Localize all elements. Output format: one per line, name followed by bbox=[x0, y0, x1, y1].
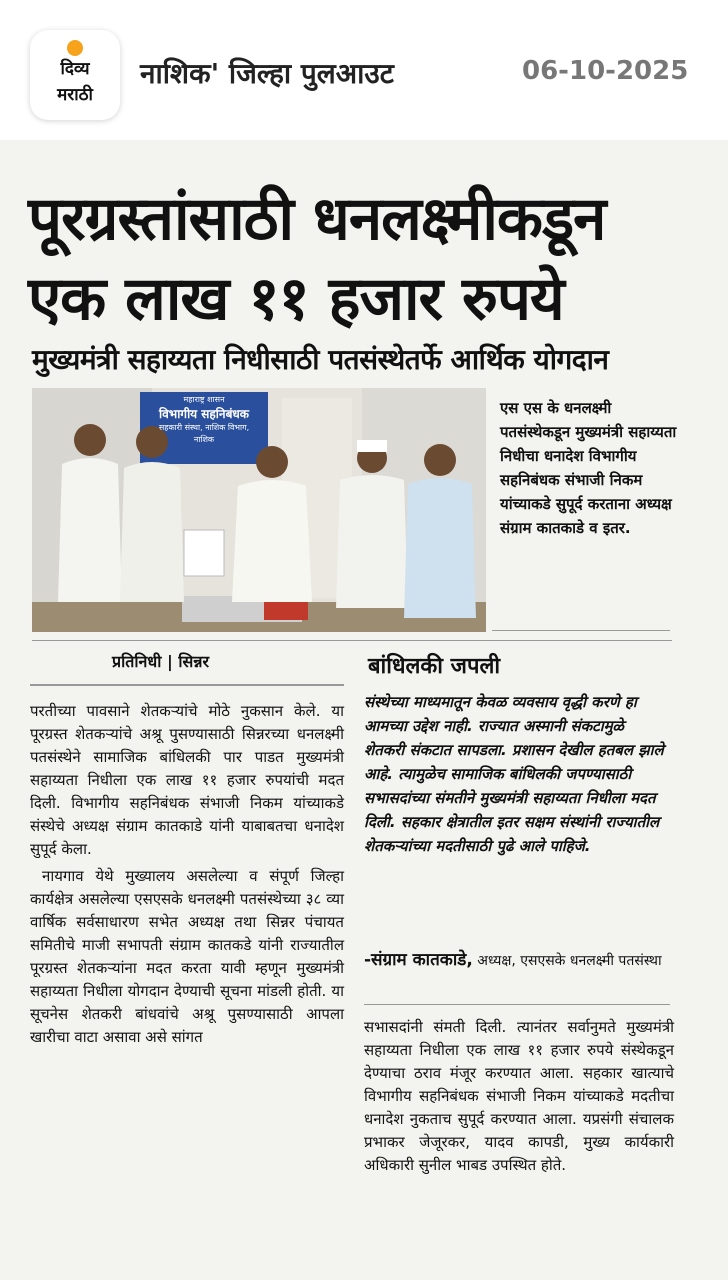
caption-divider bbox=[492, 630, 670, 631]
article-left-column bbox=[30, 700, 344, 1053]
sidebar-box-heading: बांधिलकी जपली bbox=[368, 654, 501, 679]
quote-signature bbox=[364, 948, 664, 973]
sun-icon bbox=[67, 40, 83, 56]
news-photo bbox=[32, 388, 486, 632]
sidebar-quote: संस्थेच्या माध्यमातून केवळ व्यवसाय वृद्धी करणे हा आमच्या उद्देश नाही. राज्यात अस्मानी संकटामुळे शेतकरी संकटात सापडला. प्रशासन देखील हतबल झाले आहे. त्यामुळेच सामाजिक बांधिलकी जपण्यासाठी सभासदांच्या संमतीने मुख्यमंत्री सहाय्यता निधीला मदत दिली. सहकार क्षेत्रातील इतर सक्षम संस्थांनी राज्यातील शेतकऱ्यांच्या मदतीसाठी पुढे आले पाहिजे. bbox=[364, 693, 664, 855]
photo-bottom-rule bbox=[32, 640, 672, 641]
photo-sign-text bbox=[142, 394, 266, 446]
photo-sign-line-2: विभागीय सहनिबंधक bbox=[158, 407, 250, 421]
edition-date: 06-10-2025 bbox=[522, 56, 689, 86]
photo-sign-line-1: महाराष्ट्र शासन bbox=[183, 395, 225, 404]
divya-marathi-logo[interactable] bbox=[30, 30, 120, 120]
logo-line-1: दिव्य bbox=[60, 59, 90, 79]
quote-author-role: अध्यक्ष, एसएसके धनलक्ष्मी पतसंस्था bbox=[477, 953, 662, 969]
photo-sign-line-3: सहकारी संस्था, नाशिक विभाग, bbox=[158, 423, 250, 432]
byline-underline bbox=[30, 684, 344, 686]
logo-line-2: मराठी bbox=[57, 85, 93, 105]
article-paragraph-1: परतीच्या पावसाने शेतकऱ्यांचे मोठे नुकसान केले. या पूरग्रस्त शेतकऱ्यांचे अश्रू पुसण्यासाठी सिन्नरच्या धनलक्ष्मी पतसंस्थेने सामाजिक बांधिलकी पार पाडत मुख्यमंत्री सहाय्यता निधीला एक लाख ११ हजार रुपयांची मदत दिली. विभागीय सहनिबंधक संभाजी निकम यांच्याकडे संस्थेचे अध्यक्ष संग्राम कातकाडे यांनी याबाबतचा धनादेश सुपूर्द केला. bbox=[30, 702, 344, 858]
quote-author: -संग्राम कातकाडे, bbox=[364, 950, 473, 970]
headline-line-2: एक लाख ११ हजार रुपये bbox=[28, 264, 564, 334]
photo-sign-line-4: नाशिक bbox=[193, 435, 215, 444]
article-paragraph-3: सभासदांनी संमती दिली. त्यानंतर सर्वानुमते मुख्यमंत्री सहाय्यता निधीला एक लाख ११ हजार रुपये संस्थेकडून देण्याचा ठराव मंजूर करण्यात आला. सहकार खात्याचे विभागीय सहनिबंधक संभाजी निकम यांच्याकडे मदतीचा धनादेश नुकताच सुपूर्द करण्यात आला. यप्रसंगी संचालक प्रभाकर जेजूरकर, यादव कापडी, मुख्य कार्यकारी अधिकारी सुनील भाबड उपस्थित होते. bbox=[364, 1018, 674, 1174]
photo-caption: एस एस के धनलक्ष्मी पतसंस्थेकडून मुख्यमंत्री सहाय्यता निधीचा धनादेश विभागीय सहनिबंधक संभाजी निकम यांच्याकडे सुपूर्द करताना अध्यक्ष संग्राम कातकाडे व इतर. bbox=[500, 399, 677, 537]
headline-line-1: पूरग्रस्तांसाठी धनलक्ष्मीकडून bbox=[28, 184, 606, 254]
article-paragraph-2: नायगाव येथे मुख्यालय असलेल्या व संपूर्ण जिल्हा कार्यक्षेत्र असलेल्या एसएसके धनलक्ष्मी पतसंस्थेच्या ३८ व्या वार्षिक सर्वसाधारण सभेत अध्यक्ष तथा सिन्नर पंचायत समितीचे माजी सभापती संग्राम कातकडे यांनी राज्यातील पूरग्रस्त शेतकऱ्यांना मदत करता यावी म्हणून मुख्यमंत्री सहाय्यता निधीला योगदान देण्याची सूचना मांडली होती. या सूचनेस शेतकरी बांधवांचे अश्रू पुसण्यासाठी आपला खारीचा वाटा असावा असे सांगत bbox=[30, 867, 344, 1046]
byline: प्रतिनिधी | सिन्नर bbox=[112, 652, 209, 671]
app-header bbox=[0, 0, 728, 140]
sidebar-box-divider bbox=[364, 1004, 670, 1005]
edition-title: नाशिक' जिल्हा पुलआउट bbox=[140, 57, 394, 90]
article-right-column bbox=[364, 1016, 674, 1181]
subheadline: मुख्यमंत्री सहाय्यता निधीसाठी पतसंस्थेतर्फे आर्थिक योगदान bbox=[32, 343, 609, 376]
